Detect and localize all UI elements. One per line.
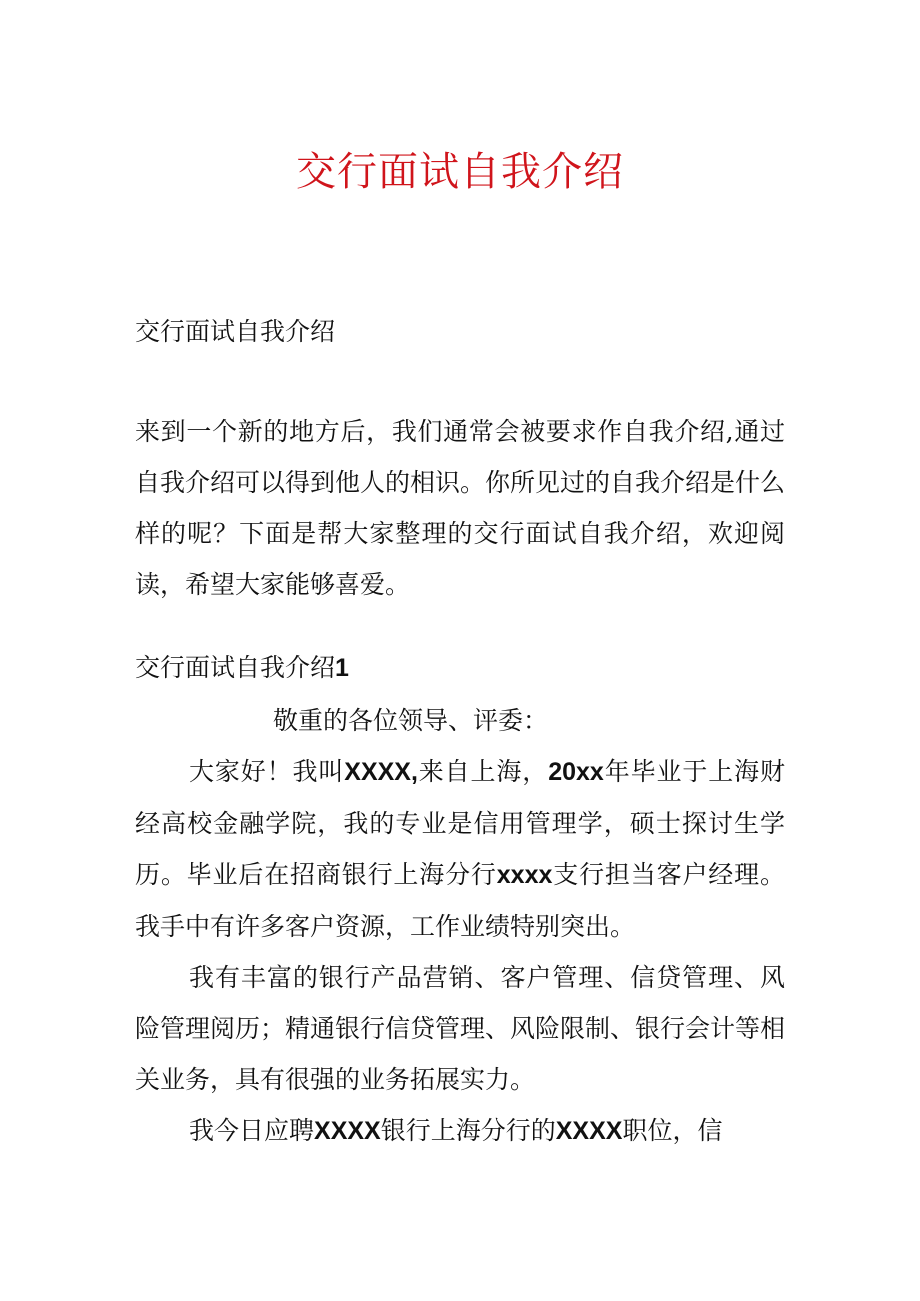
speech-paragraph-3 bbox=[135, 1105, 785, 1157]
placeholder-position: XXXX bbox=[555, 1117, 623, 1145]
placeholder-name: XXXX, bbox=[344, 758, 418, 786]
section-heading-text: 交行面试自我介绍 bbox=[135, 653, 336, 682]
document-title: 交行面试自我介绍 bbox=[296, 149, 624, 195]
section-heading-number: 1 bbox=[335, 654, 349, 682]
intro-paragraph: 来到一个新的地方后，我们通常会被要求作自我介绍,通过自我介绍可以得到他人的相识。你所见过的自我介绍是什么样的呢？下面是帮大家整理的交行面试自我介绍，欢迎阅读，希望大家能够喜爱。 bbox=[135, 417, 786, 599]
section-heading-1 bbox=[135, 648, 349, 688]
speech-paragraph-2: 我有丰富的银行产品营销、客户管理、信贷管理、风险管理阅历；精通银行信贷管理、风险限制、银行会计等相关业务，具有很强的业务拓展实力。 bbox=[135, 963, 786, 1094]
text-run: 银行上海分行的 bbox=[380, 1116, 556, 1145]
text-run: 来自上海， bbox=[417, 757, 549, 786]
text-run: 大家好！我叫 bbox=[189, 757, 345, 786]
placeholder-branch: xxxx bbox=[496, 861, 553, 889]
text-run: 我今日应聘 bbox=[189, 1116, 315, 1145]
greeting-line: 敬重的各位领导、评委： bbox=[273, 706, 549, 735]
text-run: 职位，信 bbox=[622, 1116, 723, 1145]
section-heading: 交行面试自我介绍 bbox=[135, 317, 336, 346]
placeholder-bank: XXXX bbox=[314, 1117, 381, 1145]
placeholder-year: 20xx bbox=[548, 758, 604, 786]
text-run: 支行担当客户经理。我手中有许多客户资源，工作业绩特别突出。 bbox=[135, 860, 785, 941]
speech-body bbox=[135, 695, 785, 1157]
text-run: 年毕业于上海财经高校金融学院，我的专业是信用管理学，硕士探讨生学历。毕业后在招商银行上海分行 bbox=[135, 757, 785, 889]
speech-paragraph-1 bbox=[135, 746, 785, 952]
